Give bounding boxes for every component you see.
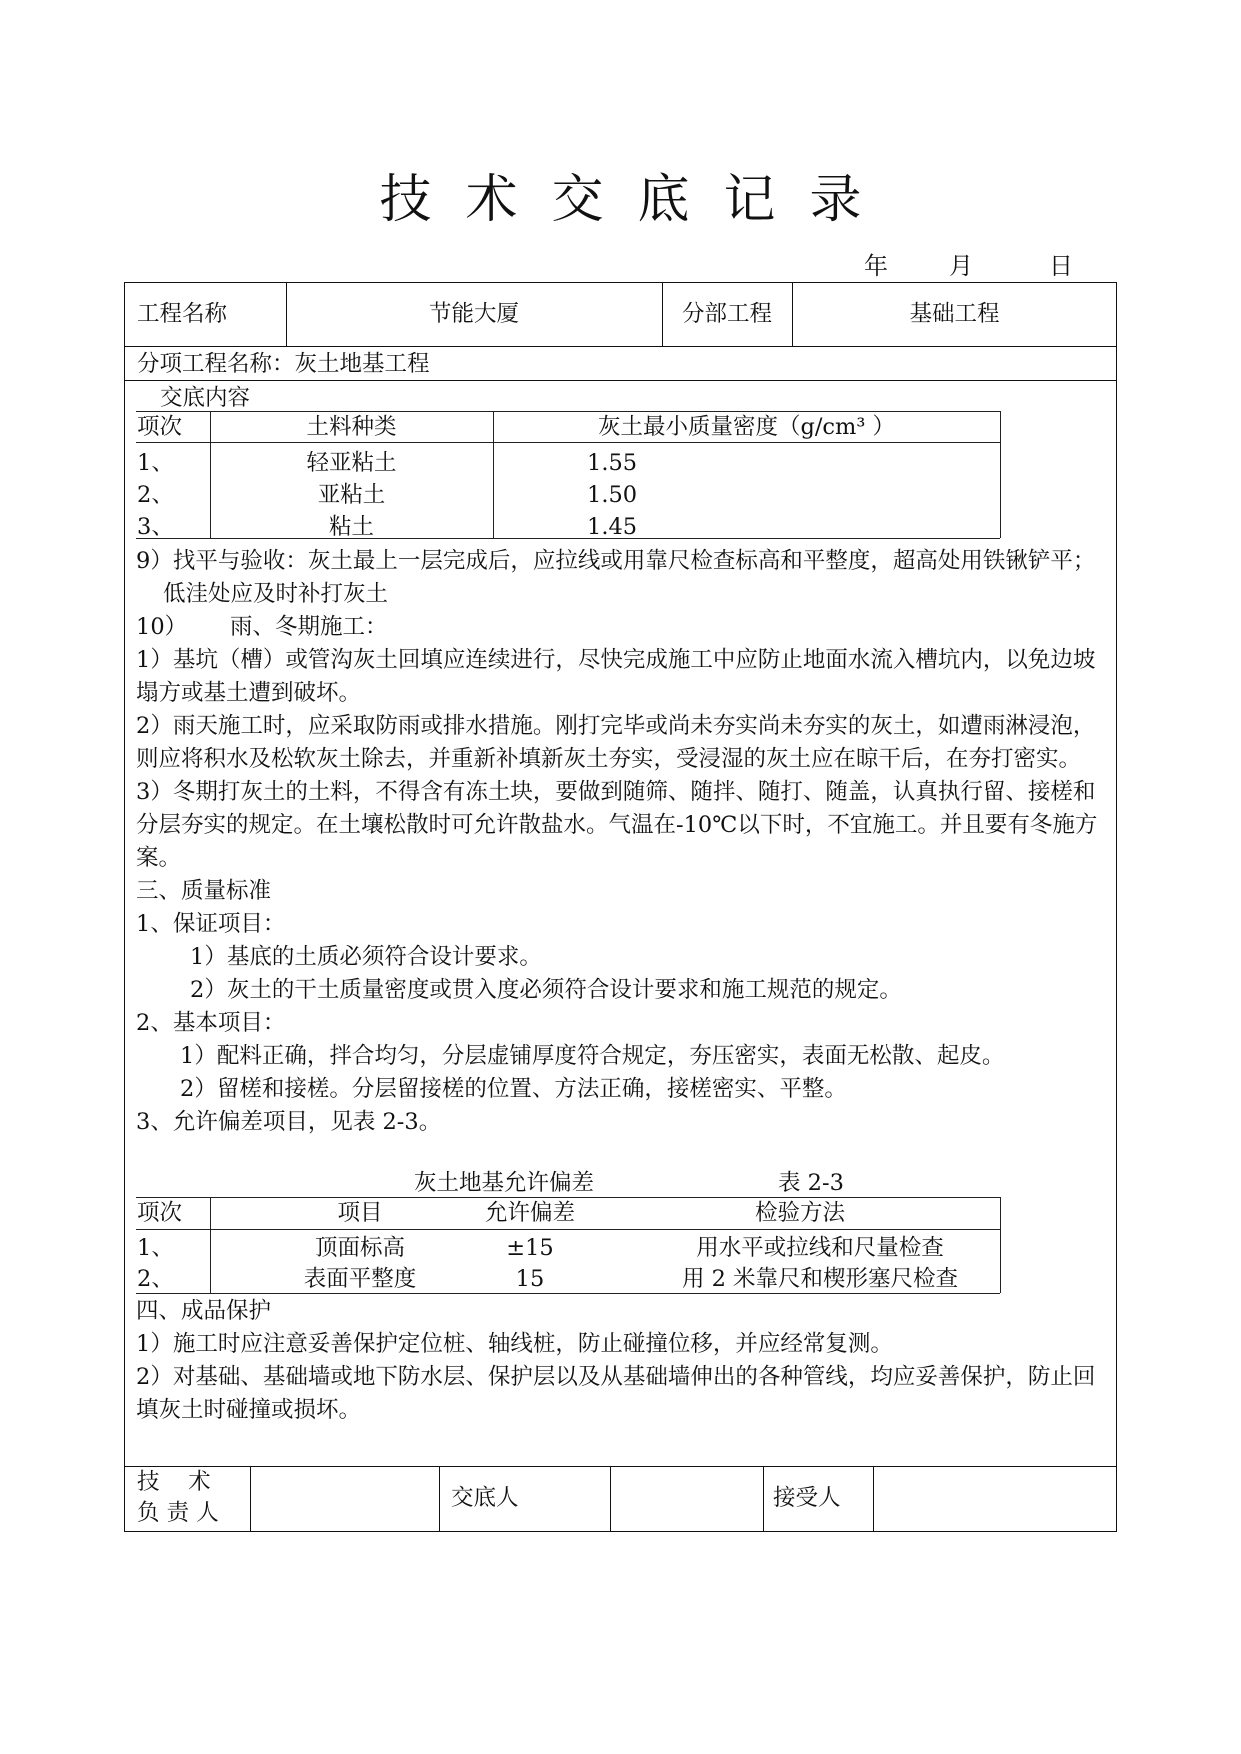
discloser-signature-field[interactable] (612, 1468, 761, 1530)
paragraph: 2）对基础、基础墙或地下防水层、保护层以及从基础墙伸出的各种管线，均应妥善保护，防止回填灰土时碰撞或损坏。 (136, 1364, 1096, 1423)
table-cell: 亚粘土 (317, 482, 386, 508)
page-title: 技术交底记录 (379, 170, 896, 230)
table-cell: 1.50 (587, 482, 638, 508)
table-header: 灰土最小质量密度（g/cm³ ） (597, 414, 896, 440)
paragraph: 3、允许偏差项目，见表 2-3。 (136, 1109, 442, 1135)
subitem-name: 分项工程名称：灰土地基工程 (137, 351, 430, 377)
receiver-label: 接受人 (773, 1485, 841, 1511)
table-header: 土料种类 (306, 414, 397, 440)
section-heading: 四、成品保护 (136, 1298, 272, 1324)
division-label: 分部工程 (681, 301, 772, 327)
table-cell: 1、 (137, 450, 174, 476)
paragraph: 1）基底的土质必须符合设计要求。 (190, 944, 542, 970)
division-value: 基础工程 (909, 301, 1000, 327)
table-cell: 表面平整度 (303, 1266, 417, 1292)
paragraph: 1）配料正确，拌合均匀，分层虚铺厚度符合规定，夯压密实，表面无松散、起皮。 (180, 1043, 1005, 1069)
tech-lead-label: 技 术 (137, 1469, 211, 1495)
paragraph: 2）灰土的干土质量密度或贯入度必须符合设计要求和施工规范的规定。 (190, 977, 902, 1003)
paragraph: 1）施工时应注意妥善保护定位桩、轴线桩，防止碰撞位移，并应经常复测。 (136, 1331, 893, 1357)
paragraph: 1）基坑（槽）或管沟灰土回填应连续进行，尽快完成施工中应防止地面水流入槽坑内，以免边坡塌方或基土遭到破坏。 (136, 647, 1096, 706)
table-header: 项次 (137, 414, 183, 440)
table-caption: 灰土地基允许偏差 (414, 1170, 595, 1196)
paragraph: 3）冬期打灰土的土料，不得含有冻土块，要做到随筛、随拌、随打、随盖，认真执行留、接槎和分层夯实的规定。在土壤松散时可允许散盐水。气温在-10℃以下时，不宜施工。并且要有冬施方案。 (136, 779, 1098, 871)
date-month: 月 (949, 252, 973, 280)
table-cell: 轻亚粘土 (306, 450, 397, 476)
project-name-value: 节能大厦 (428, 301, 519, 327)
table-cell: ±15 (506, 1235, 554, 1261)
project-name-label: 工程名称 (137, 301, 228, 327)
table-header: 检验方法 (754, 1200, 845, 1226)
content-label: 交底内容 (160, 385, 251, 411)
table-cell: 粘土 (328, 514, 374, 540)
paragraph: 2）留槎和接槎。分层留接槎的位置、方法正确，接槎密实、平整。 (180, 1076, 847, 1102)
discloser-label: 交底人 (451, 1485, 519, 1511)
tech-lead-signature-field[interactable] (252, 1468, 437, 1530)
date-day: 日 (1049, 252, 1073, 280)
table-cell: 用 2 米靠尺和楔形塞尺检查 (681, 1266, 959, 1292)
table-cell: 3、 (137, 514, 174, 540)
receiver-signature-field[interactable] (875, 1468, 1115, 1530)
table-cell: 用水平或拉线和尺量检查 (696, 1235, 944, 1261)
tech-lead-label: 负 责 人 (137, 1500, 219, 1526)
table-number: 表 2-3 (778, 1170, 844, 1196)
table-cell: 15 (515, 1266, 545, 1292)
table-header: 项目 (337, 1200, 383, 1226)
product-protection (136, 1295, 1111, 1427)
paragraph: 1、保证项目： (136, 911, 286, 937)
table-cell: 1.45 (587, 514, 638, 540)
table-cell: 2、 (137, 1266, 174, 1292)
construction-notes (136, 545, 1111, 1139)
table-cell: 2、 (137, 482, 174, 508)
table-header: 项次 (137, 1200, 183, 1226)
paragraph: 10） 雨、冬期施工： (136, 614, 388, 640)
table-cell: 顶面标高 (314, 1235, 405, 1261)
paragraph: 9）找平与验收：灰土最上一层完成后，应拉线或用靠尺检查标高和平整度，超高处用铁锹铲平；低洼处应及时补打灰土 (136, 548, 1096, 607)
table-cell: 1、 (137, 1235, 174, 1261)
paragraph: 2、基本项目： (136, 1010, 286, 1036)
table-header: 允许偏差 (484, 1200, 575, 1226)
table-cell: 1.55 (587, 450, 638, 476)
paragraph: 2）雨天施工时，应采取防雨或排水措施。刚打完毕或尚未夯实尚未夯实的灰土，如遭雨淋浸泡，则应将积水及松软灰土除去，并重新补填新灰土夯实，受浸湿的灰土应在晾干后，在夯打密实。 (136, 713, 1096, 772)
date-year: 年 (864, 252, 888, 280)
section-heading: 三、质量标准 (136, 878, 272, 904)
